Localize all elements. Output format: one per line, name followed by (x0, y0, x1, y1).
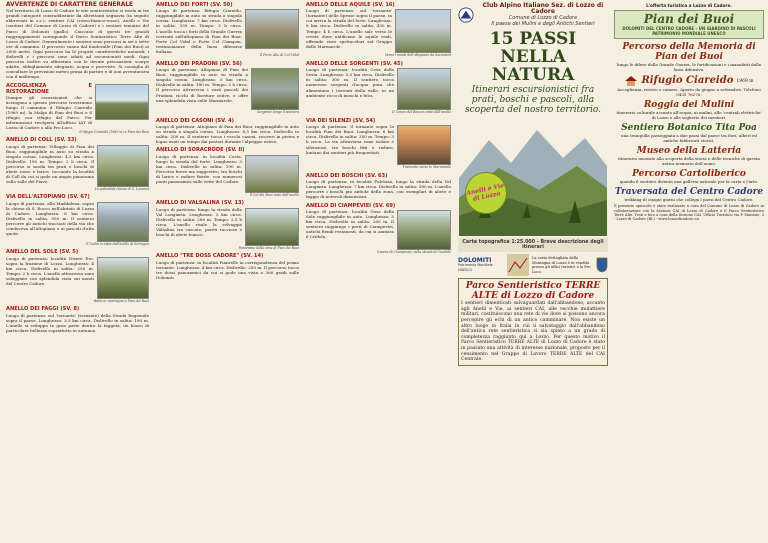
forte-photo (245, 9, 299, 49)
anello-boschi-text: Luogo di partenza: in località Fulchiaa, lungo la strada della Val Longiarin. Lunghezza: 7 km circa. Dislivello in salita: 380 m. L'anello percorre i boschi più antichi della zona, con esemplari di abete e faggio di notevoli dimensioni. (306, 179, 451, 200)
panorama-photo (245, 208, 299, 246)
roggia-text: itinerario culturale accanto all'acqua, ai mulini, alle 'centrali elettriche' di Lozzo e alle segherie dei mestieri. (616, 110, 762, 121)
anello-faggi-text: Luogo di partenza: sul 'tornante' (tornante) della Strada Regionale sopra il paese. Lunghezza: 3,5 km circa. Dislivello in salita: 190 m. L'anello si sviluppa in gran parte dentro la faggeta, un bosco di particolare bellezza soprattutto in autunno. (6, 312, 149, 333)
anello-sorgenti-title: ANELLO DELLE SORGENTI (SV. 45) (306, 61, 403, 67)
parco-subtitle: Il paese dei Mulini e degli Antichi Sentieri (491, 21, 595, 27)
tita-poa-title: Sentiero Botanico Tita Poa (621, 123, 757, 134)
via-altopiano-text: Luogo di partenza: alla Maddalena, sopra la chiesa di S. Rocco nell'abitato di Lozzo di Cadore. Lunghezza: 6 km circa. Dislivello in salita: 950 m. Il sentiero percorre gli antichi tracciati della via che conduceva all'altopiano e ai pascoli d'alta quota. (6, 200, 94, 237)
dolomiti-row (458, 254, 608, 276)
anello-coll-title: ANELLO DI COLL (SV. 33) (6, 137, 77, 144)
section-anello-boschi (306, 173, 451, 200)
anello-casoni-title: ANELLO DEI CASONI (SV. 4) (156, 117, 234, 124)
anello-soracrode-title: ANELLO DI SORACRODE (SV. II) (156, 147, 245, 154)
anello-sorgenti-text: Luogo di partenza: località Ceva della Sesta. Lunghezza: 5,5 km circa. Dislivello in salita: 300 m. Il sentiero tocca numerose sorgenti d'acqua pura che alimentano i torrenti della valle, in un ambiente ricco di muschi e felci. (306, 67, 394, 98)
anello-aquile-title: ANELLO DELLE AQUILE (SV. 16) (306, 2, 395, 8)
casera-photo (397, 210, 451, 250)
section-anello-forti (156, 2, 299, 58)
col-buoi-photo (245, 155, 299, 193)
offer-roggia (614, 100, 764, 120)
anelli-badge-label: Anelli e Vie di Lozzo (465, 182, 505, 203)
anello-valsalina-title: ANELLO DI VALSALINA (SV. 13) (156, 200, 244, 207)
dolomiti-sub: Patrimonio Mondiale UNESCO (458, 262, 493, 272)
section-anello-casoni (156, 118, 299, 145)
avvertenze-title: AVVERTENZE DI CARATTERE GENERALE (6, 2, 133, 8)
caption-col-buoi: Il Col dei Buoi visto dall'anello (249, 192, 299, 197)
cover-subtitle: Itinerari escursionistici fra prati, boschi e pascoli, alla scoperta del nostro territorio. (465, 85, 601, 115)
latteria-title: Museo della Latteria (636, 146, 742, 157)
pian-dei-buoi-sub: DOLOMITI DEL CENTRO CADORE - UN GIARDINO DI PASCOLI PATRIMONIO MONDIALE UNESCO (622, 26, 756, 37)
anello-valsalina-text: Luogo di partenza: lungo la strada della Val Longiarin. Lunghezza: 5 km circa. Dislivello in salita: 280 m. Tempo: 2,5 h circa. L'anello risale la selvaggia Valsalina tra cascate, pareti rocciose e boschi di abete bianco. (156, 206, 242, 238)
chiesa-photo (97, 145, 149, 187)
offer-rifugio (614, 75, 764, 87)
avvertenze-section (6, 2, 149, 80)
tre-doss-text: Luogo di partenza: in località Pianrelle in corrispondenza del primo tornante. Lunghezza: 4 km circa. Dislivello: 250 m. Il percorso tocca tre dossi panoramici da cui si gode una vista a 360 gradi sulle Dolomiti. (156, 259, 299, 280)
rifugio-title: Rifugio Ciareido (641, 75, 734, 87)
via-altopiano-title: VIA DELL'ALTOPIANO (SV. 67) (6, 194, 90, 201)
parco-terre-alte-title: Parco Sentieristico TERRE ALTE di Lozzo di Cadore (465, 281, 601, 302)
offer-tita-poa (614, 123, 764, 143)
altopiano-photo (395, 9, 451, 53)
roggia-title: Roggia dei Mulini (643, 100, 735, 111)
cai-logo-icon (458, 6, 474, 24)
caption-forte: Il Forte Alto di Col Vidal (259, 53, 299, 58)
parco-terre-alte-text: I sentieri dimenticati salvaguardati dall'abbandono, accanto agli Anelli e Vie, ai sentieri CAI, alle vecchie mulattiere militari, costituiscono una rete di vie dove si possono ancora percepire gli echi di un antico camminare. Non esiste un altro luogo in Italia in cui il salvataggio dall'abbandono dell'antica rete sentieristica si sia spinto a un grado di completezza raggiunto qui a Lozzo. Per questo motivo il Parco Sentieristico TERRE ALTE di Lozzo di Cadore è stato in passato una attività di interesse nazionale, proposto per il censimento nel Gruppo di Lavoro TERRE ALTE del CAI Centrale. (461, 301, 605, 363)
anello-coll-text: Luogo di partenza: Villaggio di Pian dei Buoi, raggiungibile in auto su strada a singola corsia. Lunghezza: 4,5 km circa. Dislivello: 190 m. Tempo: 2 h circa. Il percorso si snoda tra prati e boschi di abete rosso e larice, toccando la località di Coll da cui si gode un ampio panorama sulla valle del Piave. (6, 143, 94, 185)
anello-sole-title: ANELLO DEL SOLE (SV. 5) (6, 249, 79, 256)
via-silenzi-title: VIA DEI SILENZI (SV. 54) (306, 118, 376, 124)
caption-cadin: Il Cadin in vista dall'anello di Seringou (86, 241, 149, 246)
section-anello-valsalina (156, 200, 299, 250)
offer-memoria (614, 42, 764, 72)
section-anello-faggi (6, 306, 149, 333)
caption-tramonto: Tramonto verso le Marmarole (402, 165, 451, 170)
comune-name: Comune di Lozzo di Cadore (508, 15, 578, 21)
cimon-photo (397, 68, 451, 110)
latteria-text: itinerario museale alla scoperta della storia e delle tecniche di questa antica memoria dell'uomo. (618, 156, 760, 167)
baita-photo (97, 257, 149, 299)
caption-altopiano: Verso i monti dell'altopiano da Sorantoni (384, 53, 451, 58)
tramonto-photo (397, 125, 451, 165)
tre-doss-title: ANELLO "TRE DOSS CADORE" (SV. 14) (156, 253, 264, 260)
offer-cartoliberico (614, 169, 764, 184)
cadin-photo (97, 202, 149, 242)
via-silenzi-text: Luogo di partenza: il tornante sopra la località Pian dei Buoi. Lunghezza: 6 km circa. Dislivello in salita: 350 m. Tempo: 3 h circa. La via attraversa zone isolate e silenziose, tra boschi fitti e radure, lontano dai sentieri più frequentati. (306, 124, 394, 155)
cartoliberico-text: quando il sentiero diventa una galleria naturale per la carta e l'arte. (619, 179, 759, 185)
caption-rifugio: Il rifugio Ciareido (1969 m) a Pian dei Buoi (79, 129, 149, 134)
accoglienza-section (6, 83, 149, 135)
cartoliberico-title: Percorso Cartoliberico (632, 169, 746, 180)
cover-header (458, 3, 608, 27)
column-2 (156, 0, 299, 283)
rifugio-text: Accoglienza, ristoro e camere. Aperto da giugno a settembre. Telefono 0435 76276. (617, 87, 761, 98)
caption-sorgente: Sorgente lungo il sentiero (256, 110, 299, 115)
map-thumbnail-icon (507, 254, 529, 276)
avvertenze-text: Nel territorio di Lozzo di Cadore le vite sentieristiche si rivela in tre grandi categorie contraddistinte da altrettanti segnavia (in seguito abbreviati in s.s.): sentieri CAI (rosso-bianco-rosso), Anelli e Vie (sentieri del Comune di Lozzo di Cadore) e i sentieri tematici del Parco di Dolomiti (giallo). Ciascuno di questi tre grandi raggruppamenti corrisponde il Parco Sentieristico Terre Alte di Lozzo di Cadore. Generalmente i sentieri sono percorsi in sei o sette ore di cammino. Il percorso vanno dal fondovalle (Pian dei Buoi) ai 2000 metri. Ogni percorso ha le proprie caratteristiche naturali: i dislivelli e i percorsi sono adatti ad escursionisti medi. Ogni percorso inoltre va affrontato con le dovute precauzioni: scarpe adatte, abbigliamento adeguato, acqua e provviste. Si consiglia di consultare le previsioni meteo prima di partire e di non avventurarsi con il maltempo. (6, 8, 149, 80)
memoria-title: Percorso della Memoria di Pian dei Buoi (622, 42, 756, 63)
caption-baita: Baita in montagna a Pian dei Buoi (93, 298, 149, 303)
anello-soracrode-text: Luogo di partenza: in località Costa, lungo la strada del forte. Lunghezza: 3 km circa. Dislivello in salita: 190 m. Percorso breve ma suggestivo, tra boschi di larice e radure fiorite, con numerosi punti panoramici sulle vette del Cadore. (156, 153, 242, 185)
anello-forti-text: Luogo di partenza: Rifugio Ciareido, raggiungibile in auto su strada a singola corsia. Lunghezza: 7 km circa. Dislivello in salita: 330 m. Tempo: 3 h circa. L'anello tocca i forti della Grande Guerra costruiti sull'altopiano di Pian dei Buoi: Forte Col Vidal e Forte Col Ciampon, testimonianze della linea difensiva italiana. (156, 8, 242, 54)
section-anello-sole (6, 249, 149, 303)
caption-casera: Casera di Ciampeviei, sulla strada di Candide (377, 249, 451, 254)
club-name: Club Alpino Italiano Sez. di Lozzo di Cadore (482, 2, 604, 15)
anello-sole-text: Luogo di partenza: località Nisere Ere, sopra la frazione di Lozzo. Lunghezza: 4 km circa. Dislivello in salita: 250 m. Tempo: 2 h circa. L'anello attraversa zone soleggiate con splendida vista sui monti del Centro Cadore. (6, 255, 94, 287)
section-anello-sorgenti (306, 61, 451, 115)
caption-chiesa: La splendida chiesa di S. Lorenzo (94, 186, 149, 191)
anello-faggi-title: ANELLO DEI FAGGI (SV. 8) (6, 306, 80, 313)
cover-big-title: 15 PASSI NELLA NATURA (489, 29, 577, 85)
pian-dei-buoi-box (614, 10, 764, 39)
dolomiti-logo (458, 258, 504, 273)
caption-panorama: Panorama dalla cima di Pian dei Buoi (238, 245, 299, 250)
anello-pradoni-title: ANELLO DEI PRADONI (SV. 56) (156, 60, 242, 67)
anello-aquile-text: Luogo di partenza: sul 'tornante' (tornante) delle Spesse sopra il paese, in cui arriva la strada del forte. Lunghezza: 8 km circa. Dislivello in salita: 430 m. Tempo: 4 h circa. L'anello sale verso le creste dove nidificano le aquile reali, offrendo viste spettacolari sul Gruppo delle Marmarole. (306, 8, 392, 49)
dolomiti-label: DOLOMITI (458, 256, 492, 264)
section-anello-pradoni (156, 61, 299, 115)
map-info-text: La carta dettagliata della Montagna di Lozzo è in vendita presso gli uffici turistici e la Pro Loco. (532, 256, 591, 274)
accoglienza-title: ACCOGLIENZA E RISTORAZIONE (6, 82, 92, 95)
column-5 (614, 0, 764, 222)
anello-ciampeviei-text: Luogo di partenza: località Gosa della Sole raggiungibile in auto. Lunghezza: 5 km circa. Dislivello in salita: 260 m. Il sentiero raggiunge i prati di Ciampeviei, antichi fienili restaurati, da cui si ammira il Cridola. (306, 208, 394, 240)
caption-cimon: Il Cimon del Boscon visto dall'anello (392, 110, 451, 115)
column-4-cover (458, 0, 608, 366)
column-1 (6, 0, 149, 336)
sorgente-photo (251, 68, 299, 110)
anello-casoni-text: Luogo di partenza: Altopiano di Pian dei Buoi, raggiungibile in auto su strada a singola corsia. Lunghezza: 6,5 km circa. Dislivello in salita: 200 m. Il sentiero tocca i vecchi casoni, ricoveri in pietra e legno usati un tempo dai pastori durante l'alpeggio estivo. (156, 124, 299, 145)
anello-forti-title: ANELLO DEI FORTI (SV. 50) (156, 2, 233, 8)
memoria-text: lungo le difese della Grande Guerra, le fortificazioni e i manufatti della linea difensiva. (616, 62, 762, 73)
rifugio-house-icon (624, 75, 638, 87)
offer-latteria (614, 146, 764, 166)
offerta-heading: L'offerta turistica a Lozzo di Cadore. (646, 3, 732, 8)
rifugio-photo (95, 84, 149, 120)
section-via-altopiano (6, 194, 149, 246)
cover-illustration (459, 118, 607, 236)
rifugio-altitude: 1969 m (736, 78, 754, 84)
pian-dei-buoi-title: Pian dei Buoi (643, 12, 735, 27)
section-anello-soracrode (156, 147, 299, 197)
comune-crest-icon (596, 257, 608, 273)
map-title: Carta topografica 1:25.000 - Breve descrizione degli itinerari (458, 238, 608, 252)
parco-terre-alte-box (458, 278, 608, 366)
anello-boschi-title: ANELLO DEI BOSCHI (SV. 63) (306, 173, 388, 179)
accoglienza-text: Dunque gli escursionisti che si accingono a questo percorso troveranno lungo il cammino il Rifugio Ciareido (1969 m), la Malga di Pian dei Buoi e il rifugio con rifugio del Parco. Per informazioni rivolgersi all'ufficio IAT di Lozzo di Cadore o alla Pro Loco. (6, 94, 92, 131)
anello-pradoni-text: Luogo di partenza: Altopiano di Pian dei Buoi, raggiungibile in auto su strada a singola corsia. Lunghezza: 5 km circa. Dislivello in salita: 180 m. Tempo: 2 h circa. Il percorso attraversa i vasti pascoli dei Pradoni, ricchi di fioriture estive, e offre una splendida vista sulle Marmarole. (156, 67, 248, 103)
cover-club-block (478, 3, 608, 27)
footer-credits: Il presente opuscolo è stato realizzato a cura del Comune di Lozzo di Cadore in collaborazione con la Sezione CAI di Lozzo di Cadore e il Parco Sentieristico Terre Alte. Testi e foto a cura della Sezione CAI. Ufficio Turistico via P. Mantoie, 3 - Lozzo di Cadore (BL) - www.lozzodicadore.eu (614, 204, 764, 222)
anello-ciampeviei-title: ANELLO DI CIAMPEVIEI (SV. 69) (306, 202, 396, 209)
section-anello-ciampeviei (306, 203, 451, 255)
section-anello-coll (6, 137, 149, 191)
section-tre-doss (156, 253, 299, 280)
traversata-text: trekking di cinque giorni che collega i paesi del Centro Cadore. (624, 197, 754, 203)
section-via-silenzi (306, 118, 451, 170)
traversata-title: Traversata del Centro Cadore (614, 187, 764, 198)
column-3 (306, 0, 451, 258)
offer-traversata (614, 187, 764, 202)
section-anello-aquile (306, 2, 451, 58)
tita-poa-text: una tranquilla passeggiata a due passi dal paese tra fiori, alberi ed antiche fabbricati storici. (621, 133, 757, 144)
